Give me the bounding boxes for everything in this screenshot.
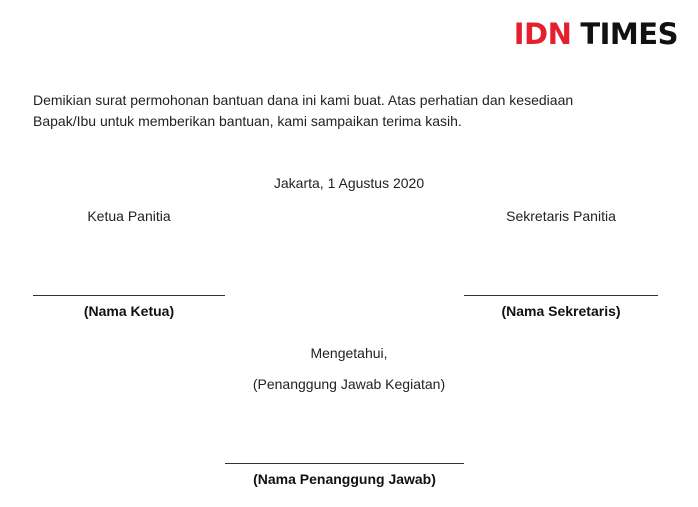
- place-and-date: Jakarta, 1 Agustus 2020: [273, 175, 425, 191]
- secretary-name: (Nama Sekretaris): [501, 303, 621, 319]
- acknowledgement-label: Mengetahui,: [310, 345, 388, 361]
- chair-role-label: Ketua Panitia: [87, 208, 171, 224]
- closing-line-1: Demikian surat permohonan bantuan dana ini kami buat. Atas perhatian dan kesediaan: [33, 92, 574, 108]
- responsible-signature-line: [225, 463, 464, 464]
- closing-line-2: Bapak/Ibu untuk memberikan bantuan, kami sampaikan terima kasih.: [33, 113, 462, 129]
- idn-times-logo: [514, 17, 678, 51]
- logo-idn-text: IDN: [513, 16, 572, 51]
- logo-times-text: TIMES: [580, 16, 678, 51]
- chair-signature-line: [33, 295, 225, 296]
- responsible-person-role: (Penanggung Jawab Kegiatan): [252, 376, 446, 392]
- chair-name: (Nama Ketua): [83, 303, 175, 319]
- responsible-person-name: (Nama Penanggung Jawab): [253, 471, 436, 487]
- secretary-signature-line: [464, 295, 658, 296]
- secretary-role-label: Sekretaris Panitia: [506, 208, 616, 224]
- closing-paragraph: [33, 90, 633, 132]
